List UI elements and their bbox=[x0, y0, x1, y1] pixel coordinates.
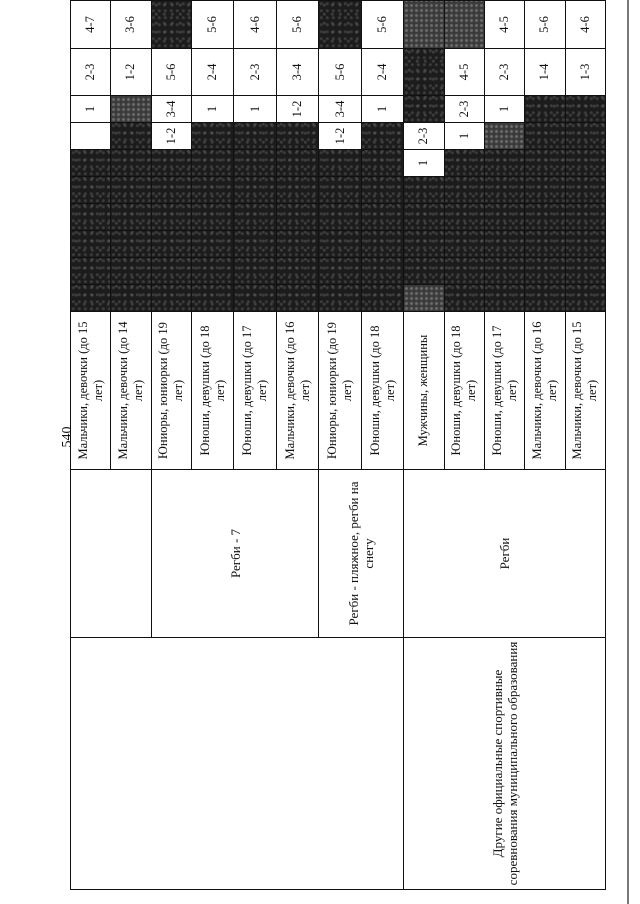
age-group-cell: Юниоры, юниорки (до 19 лет) bbox=[151, 312, 191, 470]
age-group-cell: Юноши, девушки (до 17 лет) bbox=[484, 312, 524, 470]
place-cell bbox=[319, 177, 361, 204]
place-cell: 3-4 bbox=[319, 96, 361, 123]
place-cell bbox=[71, 285, 111, 312]
place-cell bbox=[525, 123, 565, 150]
place-cell bbox=[565, 204, 605, 231]
place-cell bbox=[111, 96, 151, 123]
place-cell bbox=[484, 285, 524, 312]
place-cell bbox=[361, 285, 403, 312]
place-cell bbox=[151, 1, 191, 49]
place-cell bbox=[151, 204, 191, 231]
place-cell bbox=[71, 231, 111, 258]
place-cell bbox=[234, 150, 276, 177]
age-group-cell: Мальчики, девочки (до 15 лет) bbox=[565, 312, 605, 470]
place-cell bbox=[361, 123, 403, 150]
place-cell: 1 bbox=[361, 96, 403, 123]
place-cell bbox=[276, 285, 318, 312]
place-cell bbox=[361, 231, 403, 258]
place-cell bbox=[444, 231, 484, 258]
age-group-cell: Юниоры, юниорки (до 19 лет) bbox=[319, 312, 361, 470]
place-cell: 1 bbox=[71, 96, 111, 123]
place-cell bbox=[565, 123, 605, 150]
place-cell bbox=[191, 177, 233, 204]
place-cell bbox=[484, 150, 524, 177]
place-cell bbox=[111, 150, 151, 177]
place-cell bbox=[361, 150, 403, 177]
place-cell bbox=[404, 1, 444, 49]
place-cell bbox=[151, 177, 191, 204]
place-cell bbox=[525, 258, 565, 285]
place-cell bbox=[361, 204, 403, 231]
place-cell bbox=[319, 204, 361, 231]
place-cell: 3-4 bbox=[276, 49, 318, 96]
sport-name: Регби bbox=[404, 470, 606, 638]
place-cell bbox=[361, 258, 403, 285]
age-group-cell: Мальчики, девочки (до 14 лет) bbox=[111, 312, 151, 470]
place-cell bbox=[565, 96, 605, 123]
age-group-cell: Мальчики, девочки (до 16 лет) bbox=[276, 312, 318, 470]
place-cell bbox=[111, 123, 151, 150]
place-cell bbox=[191, 150, 233, 177]
place-cell bbox=[444, 1, 484, 49]
place-cell: 3-4 bbox=[151, 96, 191, 123]
place-cell: 5-6 bbox=[361, 1, 403, 49]
place-cell bbox=[444, 285, 484, 312]
place-cell bbox=[276, 123, 318, 150]
place-cell: 4-5 bbox=[484, 1, 524, 49]
place-cell bbox=[71, 150, 111, 177]
place-cell bbox=[71, 177, 111, 204]
place-cell bbox=[234, 123, 276, 150]
place-cell bbox=[361, 177, 403, 204]
place-cell bbox=[565, 285, 605, 312]
place-cell bbox=[276, 204, 318, 231]
competition-cell-empty bbox=[71, 638, 404, 890]
place-cell: 1-3 bbox=[565, 49, 605, 96]
age-group-cell: Юноши, девушки (до 18 лет) bbox=[444, 312, 484, 470]
place-cell bbox=[151, 231, 191, 258]
place-cell bbox=[276, 258, 318, 285]
place-cell bbox=[404, 231, 444, 258]
place-cell: 2-4 bbox=[361, 49, 403, 96]
place-cell bbox=[525, 150, 565, 177]
place-cell bbox=[319, 285, 361, 312]
place-cell bbox=[276, 150, 318, 177]
place-cell: 5-6 bbox=[525, 1, 565, 49]
place-cell: 4-7 bbox=[71, 1, 111, 49]
place-cell: 5-6 bbox=[319, 49, 361, 96]
place-cell bbox=[444, 204, 484, 231]
place-cell: 1-2 bbox=[276, 96, 318, 123]
place-cell bbox=[111, 258, 151, 285]
place-cell: 4-6 bbox=[565, 1, 605, 49]
place-cell bbox=[111, 231, 151, 258]
competition-label: Другие официальные спортивные соревнования муниципального образования bbox=[404, 638, 606, 890]
place-cell: 2-3 bbox=[444, 96, 484, 123]
place-cell bbox=[404, 177, 444, 204]
place-cell bbox=[191, 204, 233, 231]
place-cell bbox=[404, 49, 444, 96]
place-cell bbox=[565, 231, 605, 258]
place-cell bbox=[565, 258, 605, 285]
place-cell bbox=[151, 150, 191, 177]
place-cell bbox=[525, 231, 565, 258]
age-group-cell: Юноши, девушки (до 18 лет) bbox=[191, 312, 233, 470]
place-cell: 4-6 bbox=[234, 1, 276, 49]
competition-table bbox=[70, 0, 606, 890]
place-cell bbox=[234, 204, 276, 231]
place-cell bbox=[404, 96, 444, 123]
place-cell: 4-5 bbox=[444, 49, 484, 96]
place-cell: 1-2 bbox=[319, 123, 361, 150]
place-cell: 2-3 bbox=[404, 123, 444, 150]
place-cell: 5-6 bbox=[151, 49, 191, 96]
place-cell: 2-3 bbox=[234, 49, 276, 96]
page-number: 540 bbox=[60, 426, 75, 448]
place-cell bbox=[111, 177, 151, 204]
place-cell bbox=[404, 285, 444, 312]
age-group-cell: Мальчики, девочки (до 16 лет) bbox=[525, 312, 565, 470]
place-cell bbox=[484, 231, 524, 258]
place-cell bbox=[111, 204, 151, 231]
place-cell: 5-6 bbox=[276, 1, 318, 49]
place-cell bbox=[484, 258, 524, 285]
place-cell bbox=[71, 123, 111, 150]
place-cell bbox=[484, 123, 524, 150]
place-cell: 1-4 bbox=[525, 49, 565, 96]
place-cell bbox=[276, 231, 318, 258]
rotated-table-sheet bbox=[70, 16, 606, 890]
place-cell: 1-2 bbox=[111, 49, 151, 96]
place-cell bbox=[525, 96, 565, 123]
sport-name: Регби - пляжное, регби на снегу bbox=[319, 470, 404, 638]
place-cell bbox=[444, 150, 484, 177]
place-cell bbox=[191, 231, 233, 258]
place-cell: 2-4 bbox=[191, 49, 233, 96]
place-cell bbox=[319, 231, 361, 258]
place-cell bbox=[191, 123, 233, 150]
place-cell bbox=[111, 285, 151, 312]
place-cell bbox=[191, 258, 233, 285]
place-cell bbox=[404, 258, 444, 285]
place-cell: 5-6 bbox=[191, 1, 233, 49]
place-cell bbox=[444, 258, 484, 285]
age-group-cell: Юноши, девушки (до 18 лет) bbox=[361, 312, 403, 470]
place-cell bbox=[234, 285, 276, 312]
place-cell: 3-6 bbox=[111, 1, 151, 49]
place-cell: 1 bbox=[404, 150, 444, 177]
place-cell bbox=[525, 285, 565, 312]
place-cell bbox=[444, 177, 484, 204]
age-group-cell: Мальчики, девочки (до 15 лет) bbox=[71, 312, 111, 470]
place-cell bbox=[71, 258, 111, 285]
place-cell bbox=[319, 150, 361, 177]
place-cell: 1 bbox=[191, 96, 233, 123]
sport-name: Регби - 7 bbox=[151, 470, 319, 638]
place-cell bbox=[276, 177, 318, 204]
place-cell bbox=[484, 177, 524, 204]
place-cell bbox=[234, 231, 276, 258]
place-cell bbox=[404, 204, 444, 231]
place-cell: 2-3 bbox=[484, 49, 524, 96]
place-cell bbox=[191, 285, 233, 312]
place-cell bbox=[151, 285, 191, 312]
place-cell bbox=[525, 177, 565, 204]
table-row bbox=[404, 0, 444, 890]
place-cell bbox=[234, 258, 276, 285]
place-cell: 1 bbox=[234, 96, 276, 123]
place-cell bbox=[565, 177, 605, 204]
place-cell bbox=[151, 258, 191, 285]
place-cell bbox=[319, 1, 361, 49]
place-cell bbox=[71, 204, 111, 231]
place-cell bbox=[319, 258, 361, 285]
table-row bbox=[71, 0, 111, 890]
place-cell: 1 bbox=[444, 123, 484, 150]
place-cell: 1 bbox=[484, 96, 524, 123]
place-cell bbox=[565, 150, 605, 177]
age-group-cell: Мужчины, женщины bbox=[404, 312, 444, 470]
age-group-cell: Юноши, девушки (до 17 лет) bbox=[234, 312, 276, 470]
place-cell: 1-2 bbox=[151, 123, 191, 150]
place-cell bbox=[484, 204, 524, 231]
place-cell: 2-3 bbox=[71, 49, 111, 96]
sport-name bbox=[71, 470, 152, 638]
place-cell bbox=[234, 177, 276, 204]
place-cell bbox=[525, 204, 565, 231]
